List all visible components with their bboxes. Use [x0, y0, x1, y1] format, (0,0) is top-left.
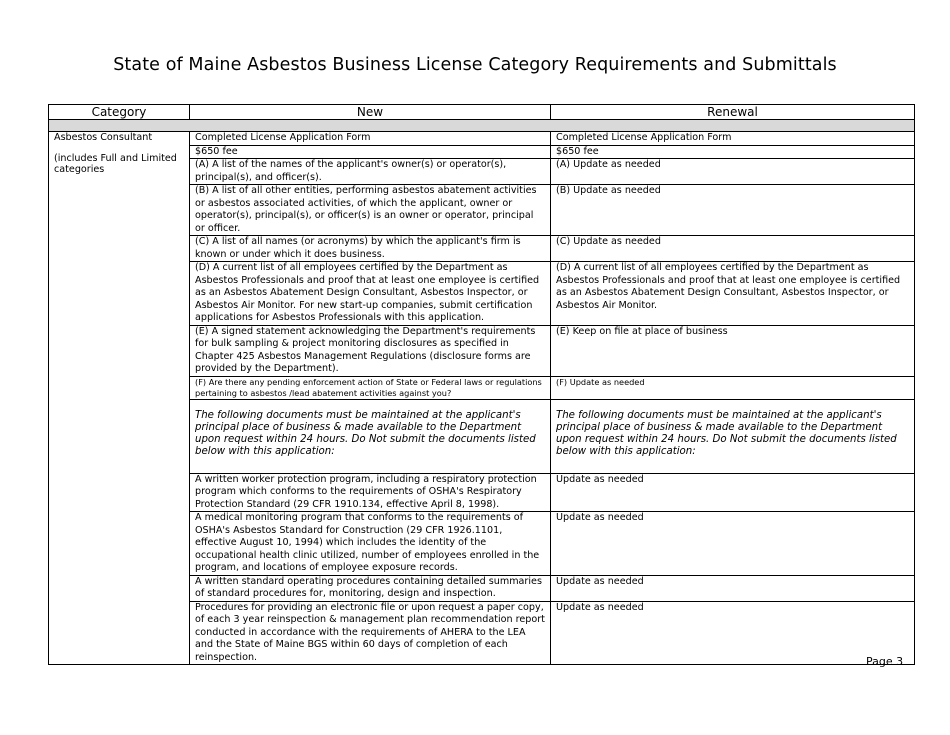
- new-cell: Completed License Application Form: [190, 132, 551, 146]
- category-name: Asbestos Consultant: [54, 132, 153, 143]
- renewal-cell: (F) Update as needed: [551, 376, 915, 399]
- new-cell: (B) A list of all other entities, performing asbestos abatement activities or asbestos associated activities, of which the applicant, owner or operator(s), principal(s), or officer(s) is an owner or operator, principal or officer.: [190, 185, 551, 236]
- table-header-row: [49, 105, 915, 120]
- renewal-cell: Update as needed: [551, 512, 915, 576]
- new-cell: A medical monitoring program that conforms to the requirements of OSHA's Asbestos Standard for Construction (29 CFR 1926.1101, effective August 10, 1994) which includes the identity of the occupational health clinic utilized, number of employees enrolled in the program, and locations of employee exposure records.: [190, 512, 551, 576]
- header-renewal: Renewal: [551, 105, 915, 120]
- requirements-table: [48, 104, 915, 665]
- new-cell: (C) A list of all names (or acronyms) by which the applicant's firm is known or under which it does business.: [190, 236, 551, 262]
- new-cell: Procedures for providing an electronic file or upon request a paper copy, of each 3 year reinspection & management plan recommendation report conducted in accordance with the requirements of AHERA to the LEA and the State of Maine BGS within 60 days of completion of each reinspection.: [190, 601, 551, 665]
- new-cell: (F) Are there any pending enforcement action of State or Federal laws or regulations pertaining to asbestos /lead abatement activities against you?: [190, 376, 551, 399]
- page-number: Page 3: [866, 655, 904, 668]
- new-cell: (A) A list of the names of the applicant's owner(s) or operator(s), principal(s), and officer(s).: [190, 159, 551, 185]
- notice-cell: The following documents must be maintained at the applicant's principal place of business & made available to the Department upon request within 24 hours. Do Not submit the documents listed below with this application:: [190, 399, 551, 473]
- header-category: Category: [49, 105, 190, 120]
- renewal-cell: (A) Update as needed: [551, 159, 915, 185]
- new-cell: $650 fee: [190, 145, 551, 159]
- page-title: State of Maine Asbestos Business License Category Requirements and Submittals: [113, 55, 837, 75]
- renewal-cell: (B) Update as needed: [551, 185, 915, 236]
- renewal-cell: (E) Keep on file at place of business: [551, 325, 915, 376]
- new-cell: (D) A current list of all employees certified by the Department as Asbestos Professionals and proof that at least one employee is certified as an Asbestos Abatement Design Consultant, Asbestos Inspector, or Asbestos Air Monitor. For new start-up companies, submit certification applications for Asbestos Professionals with this application.: [190, 262, 551, 326]
- header-new: New: [190, 105, 551, 120]
- new-cell: A written standard operating procedures containing detailed summaries of standard procedures for, monitoring, design and inspection.: [190, 575, 551, 601]
- renewal-cell: Update as needed: [551, 473, 915, 512]
- category-cell: [49, 132, 190, 665]
- notice-cell: The following documents must be maintained at the applicant's principal place of business & made available to the Department upon request within 24 hours. Do Not submit the documents listed below with this application:: [551, 399, 915, 473]
- category-note: (includes Full and Limited categories: [54, 152, 177, 175]
- new-cell: (E) A signed statement acknowledging the Department's requirements for bulk sampling & project monitoring disclosures as specified in Chapter 425 Asbestos Management Regulations (disclosure forms are provided by the Department).: [190, 325, 551, 376]
- renewal-cell: (C) Update as needed: [551, 236, 915, 262]
- renewal-cell: $650 fee: [551, 145, 915, 159]
- new-cell: A written worker protection program, including a respiratory protection program which conforms to the requirements of OSHA's Respiratory Protection Standard (29 CFR 1910.134, effective April 8, 1998).: [190, 473, 551, 512]
- renewal-cell: (D) A current list of all employees certified by the Department as Asbestos Professionals and proof that at least one employee is certified as an Asbestos Abatement Design Consultant, Asbestos Inspector, or Asbestos Air Monitor.: [551, 262, 915, 326]
- shaded-separator-row: [49, 120, 915, 132]
- table-row: [49, 132, 915, 146]
- renewal-cell: Update as needed: [551, 601, 915, 665]
- renewal-cell: Update as needed: [551, 575, 915, 601]
- renewal-cell: Completed License Application Form: [551, 132, 915, 146]
